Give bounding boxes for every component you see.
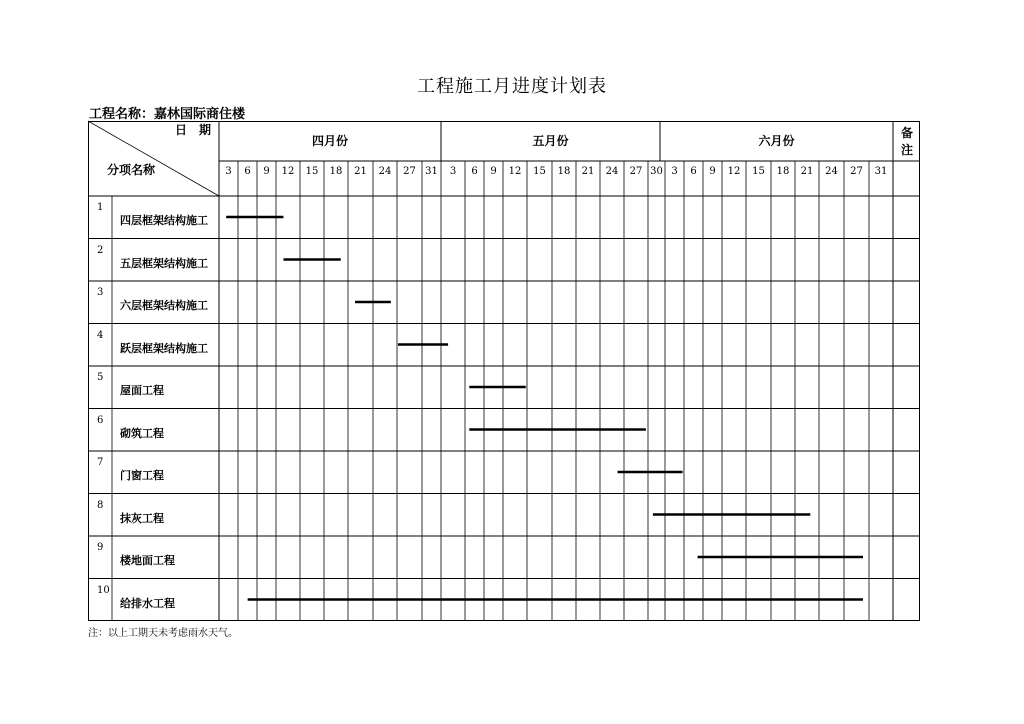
day-label: 24 [825, 166, 838, 177]
task-number: 1 [97, 202, 104, 213]
project-name: 工程名称：嘉林国际商住楼 [89, 107, 246, 122]
day-label: 15 [305, 166, 319, 177]
day-label: 27 [850, 166, 863, 177]
task-number: 4 [97, 329, 104, 341]
day-label: 21 [354, 166, 367, 177]
day-label: 18 [776, 166, 790, 177]
task-number: 3 [97, 287, 104, 298]
day-label: 18 [557, 166, 571, 177]
task-number: 10 [97, 584, 110, 596]
day-label: 15 [533, 166, 546, 177]
task-name: 四层框架结构施工 [120, 214, 208, 227]
task-name: 六层框架结构施工 [120, 299, 208, 312]
day-label: 12 [727, 166, 741, 177]
item-header: 分项名称 [106, 163, 155, 177]
task-number: 5 [97, 372, 104, 383]
schedule-grid [88, 121, 920, 621]
date-header: 日 期 [174, 123, 211, 137]
day-label: 6 [244, 166, 251, 177]
day-label: 30 [650, 166, 663, 177]
task-name: 屋面工程 [120, 384, 164, 397]
day-label: 3 [225, 166, 232, 177]
day-label: 9 [709, 166, 716, 177]
day-label: 31 [874, 166, 888, 177]
day-label: 9 [263, 166, 270, 177]
day-label: 3 [671, 166, 678, 177]
task-name: 砌筑工程 [120, 426, 164, 440]
task-name: 门窗工程 [120, 469, 164, 482]
day-label: 15 [752, 166, 765, 177]
day-label: 27 [403, 166, 416, 177]
month-may: 五月份 [532, 134, 569, 148]
task-name: 五层框架结构施工 [120, 256, 208, 270]
day-label: 9 [490, 166, 497, 177]
day-label: 18 [329, 166, 343, 177]
document-title: 工程施工月进度计划表 [417, 76, 607, 97]
task-number: 8 [97, 499, 104, 511]
task-number: 7 [97, 457, 104, 468]
day-label: 27 [629, 166, 643, 177]
task-number: 6 [97, 414, 104, 426]
month-april: 四月份 [311, 134, 348, 148]
month-june: 六月份 [758, 134, 795, 148]
day-label: 3 [449, 166, 457, 177]
day-label: 12 [508, 166, 522, 177]
day-label: 12 [281, 166, 295, 177]
task-name: 楼地面工程 [120, 554, 175, 567]
day-label: 21 [581, 166, 595, 177]
task-number: 2 [97, 244, 104, 256]
remarks-header: 备注 [900, 126, 913, 157]
footnote: 注：以上工期天未考虑雨水天气。 [88, 628, 238, 639]
day-label: 31 [425, 166, 438, 177]
day-label: 24 [605, 166, 619, 177]
task-name: 跃层框架结构施工 [120, 341, 208, 355]
day-label: 24 [378, 166, 392, 177]
task-name: 抹灰工程 [120, 511, 164, 525]
task-number: 9 [97, 542, 104, 553]
day-label: 6 [690, 166, 697, 177]
day-label: 21 [800, 166, 814, 177]
task-name: 给排水工程 [120, 596, 175, 610]
day-label: 6 [471, 166, 478, 177]
schedule-table [88, 121, 920, 621]
